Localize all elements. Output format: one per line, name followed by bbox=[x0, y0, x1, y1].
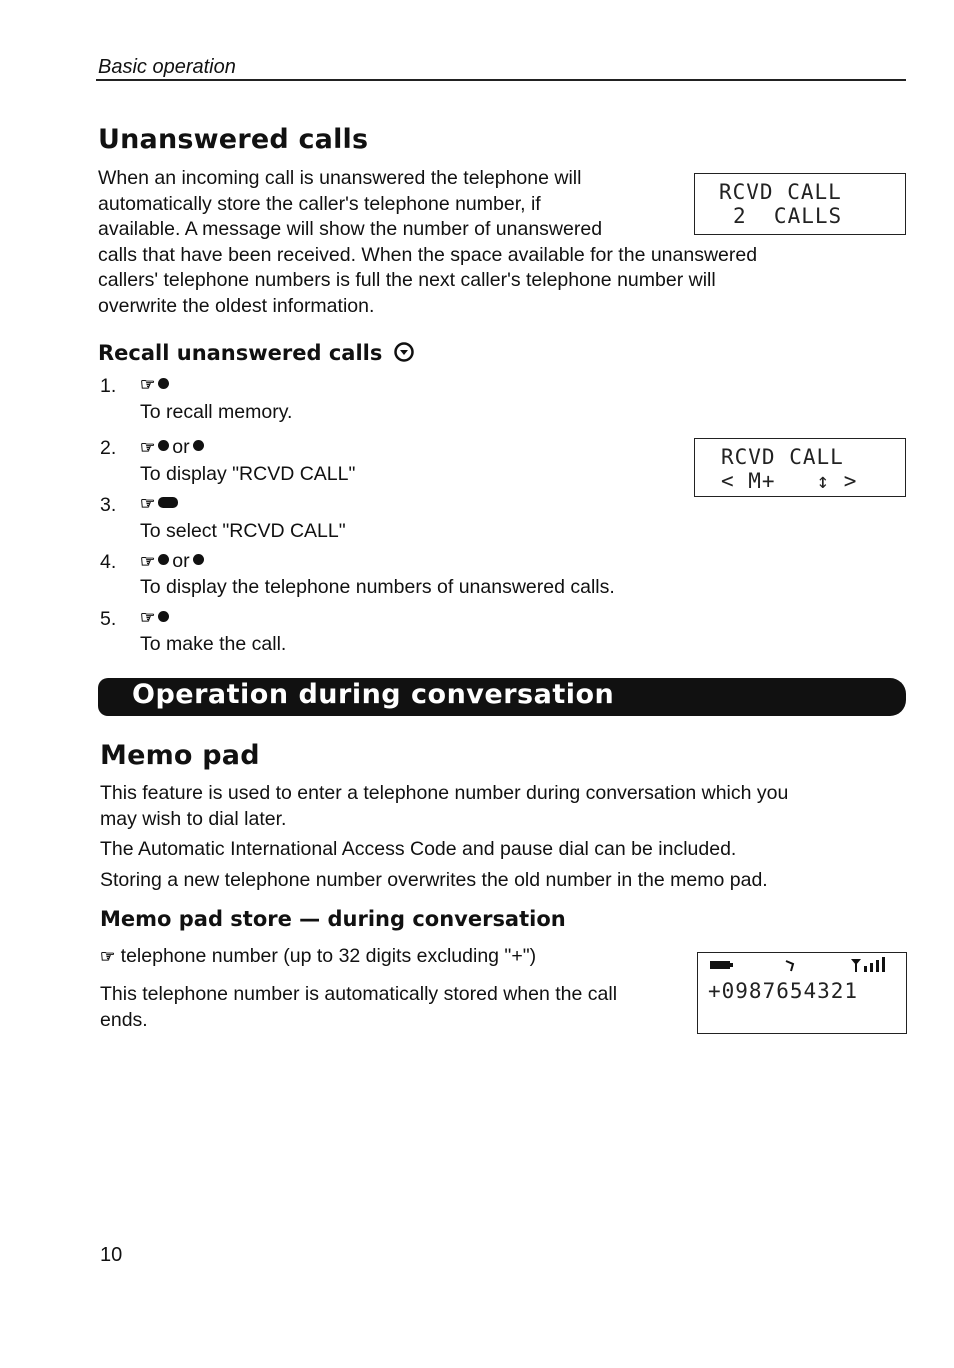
step-description: To display the telephone numbers of unanswered calls. bbox=[140, 576, 615, 598]
unanswered-paragraph bbox=[98, 166, 757, 319]
list-item bbox=[100, 608, 156, 631]
press-hand-icon: ☞ bbox=[140, 438, 156, 457]
select-key-icon bbox=[158, 497, 178, 508]
section-title-unanswered-calls: Unanswered calls bbox=[98, 124, 369, 155]
step-number: 3. bbox=[100, 494, 117, 516]
memo-paragraph bbox=[100, 781, 788, 893]
header-rule bbox=[96, 79, 906, 81]
lcd-line-1: +0987654321 bbox=[708, 979, 859, 1003]
paragraph-line: callers' telephone numbers is full the next caller's telephone number will bbox=[98, 269, 716, 291]
step-number: 4. bbox=[100, 551, 117, 573]
paragraph-line: overwrite the oldest information. bbox=[98, 294, 375, 317]
lcd-line-2: 2 CALLS bbox=[733, 204, 843, 228]
step-keys bbox=[140, 435, 207, 461]
subsection-title-recall bbox=[98, 341, 414, 365]
up-key-icon bbox=[158, 554, 169, 565]
lcd-line-1: RCVD CALL bbox=[721, 445, 844, 469]
press-hand-icon: ☞ bbox=[140, 375, 156, 394]
press-hand-icon: ☞ bbox=[140, 494, 156, 513]
up-key-icon bbox=[158, 440, 169, 451]
step-description: To display "RCVD CALL" bbox=[140, 463, 356, 485]
step-keys-or: or bbox=[172, 436, 190, 458]
call-key-icon bbox=[158, 611, 169, 622]
step-description: To recall memory. bbox=[140, 401, 293, 423]
lcd-line-2: < M+ ↕ > bbox=[721, 469, 858, 493]
paragraph-line: may wish to dial later. bbox=[100, 807, 287, 830]
section-title-memo-pad: Memo pad bbox=[100, 740, 260, 771]
battery-icon bbox=[708, 959, 734, 971]
step-keys bbox=[140, 494, 181, 514]
step-keys bbox=[140, 549, 207, 575]
paragraph-line: This feature is used to enter a telephone number during conversation which you bbox=[100, 782, 789, 804]
list-item bbox=[100, 494, 156, 517]
navigation-key-icon bbox=[394, 342, 414, 362]
signal-strength-icon bbox=[850, 957, 890, 973]
page-number: 10 bbox=[100, 1244, 123, 1266]
memory-key-icon bbox=[158, 378, 169, 389]
step-keys bbox=[140, 375, 172, 395]
lcd-display-memo bbox=[697, 952, 907, 1034]
lcd-line-1: RCVD CALL bbox=[719, 180, 842, 204]
paragraph-line: ends. bbox=[100, 1008, 148, 1031]
list-item bbox=[100, 375, 156, 398]
memo-store-note bbox=[100, 982, 617, 1033]
in-use-icon bbox=[784, 959, 796, 973]
paragraph-line: This telephone number is automatically stored when the call bbox=[100, 983, 618, 1005]
recall-title-text: Recall unanswered calls bbox=[98, 341, 383, 365]
lcd-display-rcvd-calls bbox=[694, 173, 906, 235]
paragraph-line: Storing a new telephone number overwrites the old number in the memo pad. bbox=[100, 868, 768, 891]
press-hand-icon: ☞ bbox=[100, 947, 116, 966]
down-key-icon bbox=[193, 554, 204, 565]
down-key-icon bbox=[193, 440, 204, 451]
paragraph-line: calls that have been received. When the space available for the unanswered bbox=[98, 243, 758, 266]
step-keys bbox=[140, 608, 172, 628]
press-hand-icon: ☞ bbox=[140, 552, 156, 571]
step-description: To make the call. bbox=[140, 633, 287, 655]
section-band-title: Operation during conversation bbox=[132, 679, 615, 710]
paragraph-line: The Automatic International Access Code and pause dial can be included. bbox=[100, 838, 737, 860]
paragraph-line: automatically store the caller's telephone number, if bbox=[98, 192, 541, 215]
section-header: Basic operation bbox=[98, 56, 236, 78]
memo-store-instruction-row bbox=[100, 944, 536, 970]
list-item bbox=[100, 550, 190, 574]
paragraph-line: available. A message will show the number of unanswered bbox=[98, 218, 603, 240]
press-hand-icon: ☞ bbox=[140, 608, 156, 627]
paragraph-line: When an incoming call is unanswered the telephone will bbox=[98, 167, 582, 189]
step-number: 1. bbox=[100, 375, 117, 397]
step-number: 2. bbox=[100, 437, 117, 459]
lcd-display-rcvd-menu bbox=[694, 438, 906, 497]
list-item bbox=[100, 436, 190, 460]
subsection-title-memo-store: Memo pad store — during conversation bbox=[100, 907, 566, 931]
step-number: 5. bbox=[100, 608, 117, 630]
step-description: To select "RCVD CALL" bbox=[140, 520, 346, 542]
memo-store-instruction: telephone number (up to 32 digits excluding "+") bbox=[120, 945, 537, 967]
step-keys-or: or bbox=[172, 550, 190, 572]
